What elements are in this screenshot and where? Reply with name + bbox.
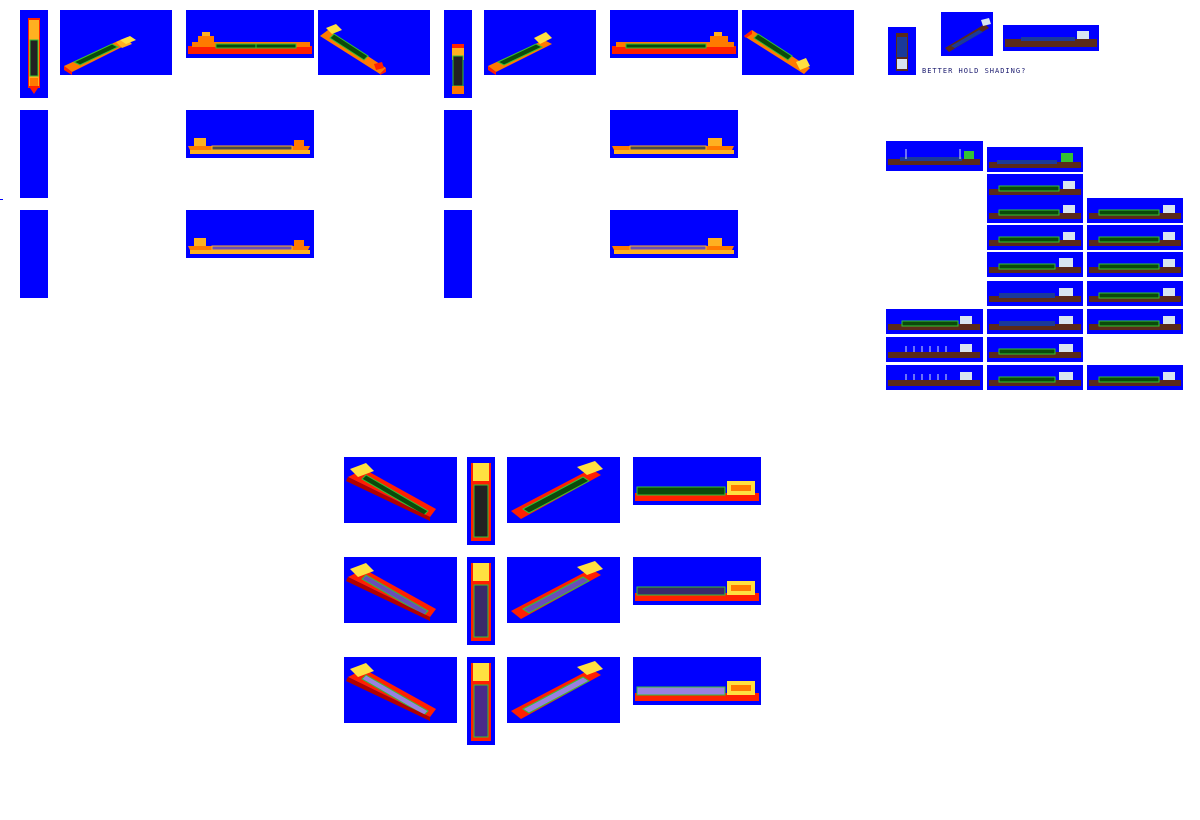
sheet-note: BETTER HOLD SHADING? [922,67,1027,75]
sprite-a-e-empty [186,10,314,58]
sprite-a-n-empty [20,10,48,98]
steel-col1-row9 [987,365,1083,390]
steel-col1-row6 [987,281,1083,306]
barge-ne-full [507,657,620,723]
steel-col1-row8 [987,337,1083,362]
sprite-a-n-ore [20,210,48,298]
steel-col1-row4 [987,225,1083,250]
barge-e-half [633,557,761,605]
sprite-b-e-empty [610,10,738,58]
steel-col2-row1 [1087,198,1183,223]
sprite-a-n-grain [20,110,48,198]
steel-col2-row6 [1087,365,1183,390]
sprite-b-n-grain [444,110,472,198]
steel-col1-row7 [987,309,1083,334]
barge-nw-empty [344,457,457,523]
steel-col1-row5 [987,252,1083,277]
stray-pixel [0,199,3,200]
steel-col2-row3 [1087,252,1183,277]
sprite-a-e-grain [186,110,314,158]
steel-preview-n [888,27,916,75]
barge-nw-full [344,657,457,723]
sprite-b-e-grain [610,110,738,158]
steel-col2-row5 [1087,309,1183,334]
steel-col1-row2 [987,174,1083,199]
steel-col0-row3 [886,365,983,390]
steel-preview-ne [941,12,993,56]
barge-e-full [633,657,761,705]
sprite-b-e-ore [610,210,738,258]
sprite-b-n-empty [444,10,472,98]
steel-col0-row1 [886,309,983,334]
steel-col1-row1 [987,147,1083,172]
steel-col0-row2 [886,337,983,362]
steel-col2-row2 [1087,225,1183,250]
sprite-b-se-empty [742,10,854,75]
steel-col2-row4 [1087,281,1183,306]
sprite-a-ne-empty [60,10,172,75]
sprite-b-ne-empty [484,10,596,75]
barge-n-half [467,557,495,645]
barge-ne-empty [507,457,620,523]
sprite-a-e-ore [186,210,314,258]
sprite-a-se-empty [318,10,430,75]
sprite-b-n-ore [444,210,472,298]
steel-col1-row3 [987,198,1083,223]
barge-n-empty [467,457,495,545]
barge-nw-half [344,557,457,623]
barge-e-empty [633,457,761,505]
barge-n-full [467,657,495,745]
steel-preview-e [1003,25,1099,51]
barge-ne-half [507,557,620,623]
steel-large-e [886,141,983,171]
